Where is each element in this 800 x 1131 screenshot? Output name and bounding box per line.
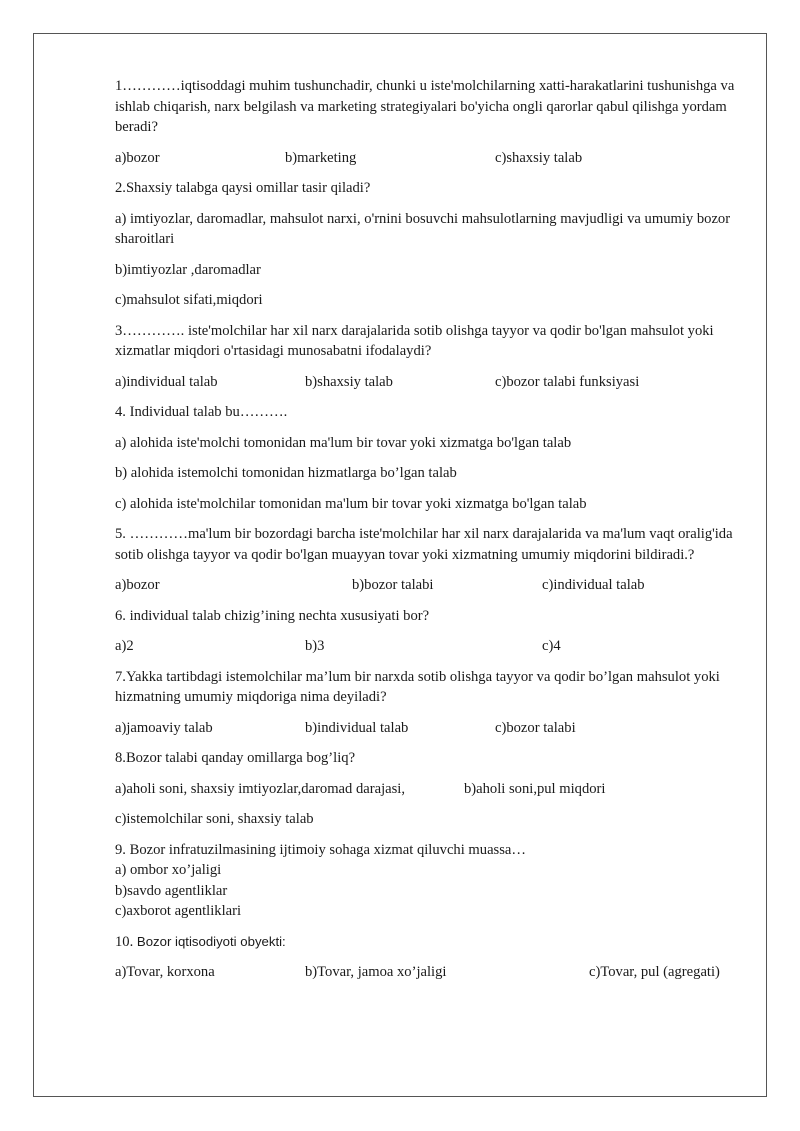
option-3b: b)shaxsiy talab xyxy=(305,373,393,390)
option-8c: c)istemolchilar soni, shaxsiy talab xyxy=(115,811,314,827)
option-7c: c)bozor talabi xyxy=(495,719,576,736)
options-1 xyxy=(115,148,755,169)
question-10 xyxy=(115,932,755,953)
option-2b: b)imtiyozlar ,daromadlar xyxy=(115,261,261,278)
option-6c: c)4 xyxy=(542,638,561,654)
option-10a: a)Tovar, korxona xyxy=(115,964,215,980)
option-4c: c) alohida iste'molchilar tomonidan ma'lum bir tovar yoki xizmatga bo'lgan talab xyxy=(115,495,587,512)
question-2: 2.Shaxsiy talabga qaysi omillar tasir qiladi? xyxy=(115,180,371,196)
options-8 xyxy=(115,779,755,800)
option-10b: b)Tovar, jamoa xo’jaligi xyxy=(305,964,447,980)
options-6 xyxy=(115,636,755,657)
option-10c: c)Tovar, pul (agregati) xyxy=(589,964,720,980)
option-9b: b)savdo agentliklar xyxy=(115,882,228,899)
options-10 xyxy=(115,962,755,983)
question-10-text: Bozor iqtisodiyoti obyekti: xyxy=(136,933,286,949)
question-1: 1…………iqtisoddagi muhim tushunchadir, chunki u iste'molchilarning xatti-harakatlarini tushunishga va ishlab chiqarish, narx belgilash va marketing strategiyalari bo'yicha ongli qarorlar qabul qilishga yordam beradi? xyxy=(115,78,735,135)
quiz-content xyxy=(115,76,755,993)
option-6a: a)2 xyxy=(115,638,134,654)
option-5b: b)bozor talabi xyxy=(352,577,434,593)
options-3 xyxy=(115,372,755,393)
question-9: 9. Bozor infratuzilmasining ijtimoiy sohaga xizmat qiluvchi muassa… xyxy=(115,841,526,858)
options-7 xyxy=(115,718,755,739)
question-4: 4. Individual talab bu………. xyxy=(115,404,288,420)
options-5 xyxy=(115,575,755,596)
option-6b: b)3 xyxy=(305,638,325,654)
option-4b: b) alohida istemolchi tomonidan hizmatlarga bo’lgan talab xyxy=(115,465,457,481)
option-5a: a)bozor xyxy=(115,577,160,593)
question-3: 3…………. iste'molchilar har xil narx darajalarida sotib olishga tayyor va qodir bo'lgan mahsulot yoki xizmatlar miqdori o'rtasidagi munosabatni ifodalaydi? xyxy=(115,322,714,359)
option-9c: c)axborot agentliklari xyxy=(115,903,242,919)
option-8b: b)aholi soni,pul miqdori xyxy=(464,780,606,797)
option-3c: c)bozor talabi funksiyasi xyxy=(495,373,640,390)
option-2c: c)mahsulot sifati,miqdori xyxy=(115,292,263,308)
question-10-number: 10. xyxy=(115,933,134,950)
question-6: 6. individual talab chizig’ining nechta xususiyati bor? xyxy=(115,607,430,624)
option-1c: c)shaxsiy talab xyxy=(495,149,583,166)
option-1a: a)bozor xyxy=(115,149,160,166)
option-7a: a)jamoaviy talab xyxy=(115,719,213,736)
question-8: 8.Bozor talabi qanday omillarga bog’liq? xyxy=(115,750,356,766)
option-1b: b)marketing xyxy=(285,149,357,166)
option-8a: a)aholi soni, shaxsiy imtiyozlar,daromad darajasi, xyxy=(115,780,405,797)
option-7b: b)individual talab xyxy=(305,719,409,736)
option-2a: a) imtiyozlar, daromadlar, mahsulot narxi, o'rnini bosuvchi mahsulotlarning mavjudligi va umumiy bozor sharoitlari xyxy=(115,210,731,247)
option-9a: a) ombor xo’jaligi xyxy=(115,862,222,878)
question-7: 7.Yakka tartibdagi istemolchilar ma’lum bir narxda sotib olishga tayyor va qodir bo’lgan mahsulot yoki hizmatning umumiy miqdoriga nima deyiladi? xyxy=(115,668,720,705)
option-4a: a) alohida iste'molchi tomonidan ma'lum bir tovar yoki xizmatga bo'lgan talab xyxy=(115,434,572,451)
option-5c: c)individual talab xyxy=(542,577,645,593)
question-5: 5. …………ma'lum bir bozordagi barcha iste'molchilar har xil narx darajalarida va ma'lum vaqt oralig'ida sotib olishga tayyor va qodir bo'lgan muayyan tovar yoki xizmatning umumiy miqdorini bildiradi.? xyxy=(115,526,733,563)
option-3a: a)individual talab xyxy=(115,373,218,390)
